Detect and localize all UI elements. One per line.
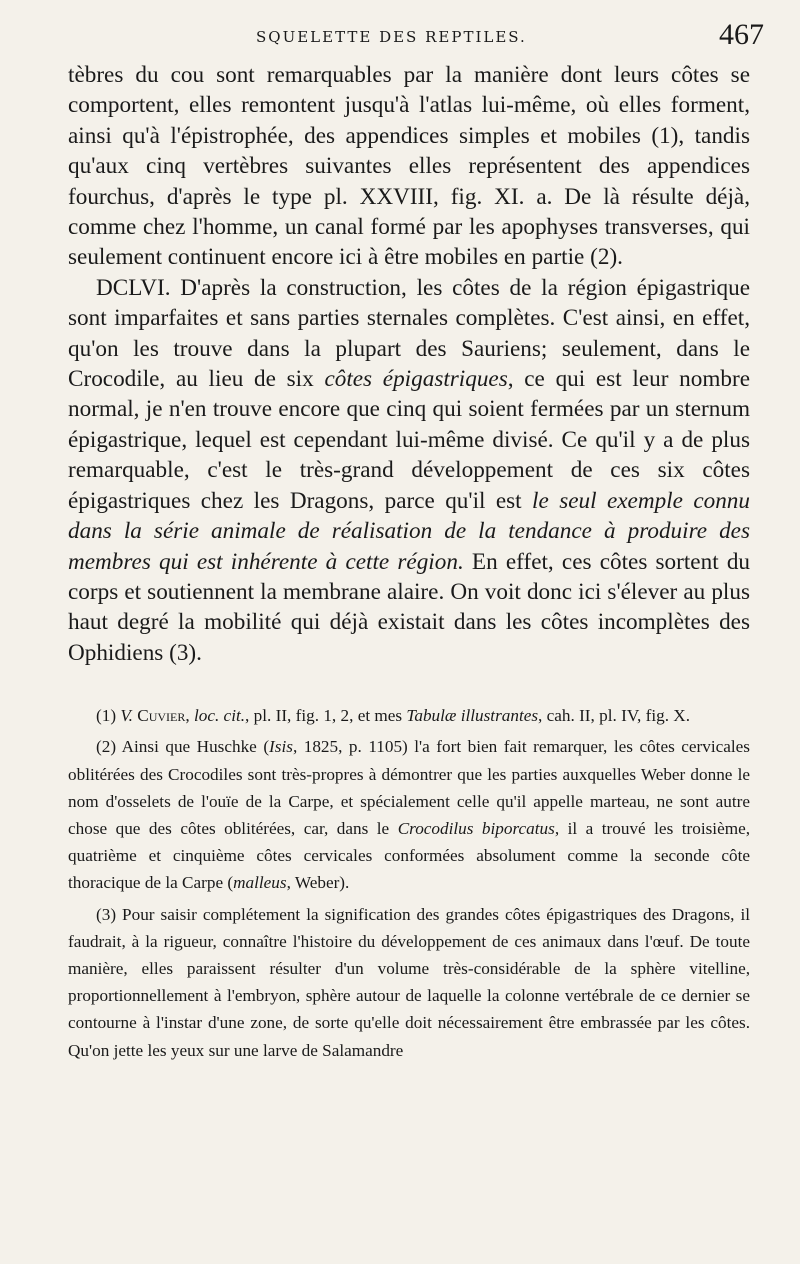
page-number: 467	[719, 18, 764, 51]
footnote-1	[68, 702, 750, 729]
footnote-2	[68, 733, 750, 896]
paragraph-1: tèbres du cou sont remarquables par la manière dont leurs côtes se comportent, elles remontent jusqu'à l'atlas lui-même, où elles forment, ainsi qu'à l'épistrophée, des appendices simples et mobiles (1), tandis qu'aux cinq vertèbres suivantes elles représentent des appendices fourchus, d'après le type pl. XXVIII, fig. XI. a. De là résulte déjà, comme chez l'homme, un canal formé par les apophyses transverses, qui seulement continuent encore ici à être mobiles en partie (2).	[68, 62, 750, 271]
running-head: SQUELETTE DES REPTILES.	[256, 28, 527, 46]
paragraph-dclvi	[68, 273, 750, 668]
text-run: , pl. II, fig. 1, 2, et mes	[245, 706, 407, 726]
text-run: , cah. II, pl. IV, fig. X.	[538, 706, 690, 726]
italic-run: Isis	[269, 737, 293, 757]
author-name: Cuvier	[132, 706, 186, 726]
main-text	[68, 60, 750, 668]
footnote-3: (3) Pour saisir complétement la signification des grandes côtes épigastriques des Dragons, il faudrait, à la rigueur, connaître l'histoire du développement de ces animaux dans l'œuf. De toute manière, elles paraissent résulter d'un volume très-considérable de la sphère vitelline, proportionnellement à l'embryon, sphère autour de laquelle la colonne vertébrale de ce dernier se contourne à l'instar d'une zone, de sorte qu'elle doit nécessairement être embrassée par les côtes. Qu'on jette les yeux sur une larve de Salamandre	[68, 904, 750, 1060]
footnotes	[68, 702, 750, 1064]
text-run: , 1825, p. 1105) l'a fort bien fait remarquer, les côtes cervicales oblitérées des Crocodiles sont très-propres à démontrer que les parties auxquelles Weber donne le nom d'osselets de l'ouïe de la Carpe, et spécialement celle qu'il appelle marteau, ne sont autre chose que des côtes oblitérées, car, dans le	[68, 737, 750, 838]
text-run: ,	[185, 706, 194, 726]
text-run: (1)	[96, 706, 121, 726]
italic-run: Tabulæ illustrantes	[406, 706, 539, 726]
text-run: DCLVI. D'après la construction, les côtes de la région épigastrique sont imparfaites et sans parties sternales complètes. C'est ainsi, en effet, qu'on les trouve dans la plupart des Sauriens; seulement, dans le Crocodile, au lieu de six	[68, 274, 750, 393]
text-run: (2) Ainsi que Huschke (	[96, 737, 270, 757]
page-header	[68, 0, 764, 60]
text-run: En effet, ces côtes sortent du corps et soutiennent la membrane alaire. On voit donc ici s'élever au plus haut degré la mobilité qui déjà existait dans les côtes incomplètes des Ophidiens (3).	[68, 548, 751, 666]
italic-run: le seul exemple connu dans la série animale de réalisation de la tendance à produire des membres qui est inhérente à cette région.	[68, 487, 750, 575]
italic-run: V.	[120, 706, 133, 726]
italic-run: côtes épigastriques	[324, 366, 508, 393]
italic-run: loc. cit.	[193, 706, 246, 726]
text-run: , il a trouvé les troisième, quatrième et cinquième côtes cervicales conformées absolument comme la seconde côte thoracique de la Carpe (	[68, 818, 750, 893]
italic-run: Crocodilus biporcatus	[397, 818, 555, 838]
text-run: , Weber).	[286, 873, 350, 893]
italic-run: malleus	[233, 873, 287, 893]
text-run: , ce qui est leur nombre normal, je n'en trouve encore que cinq qui soient fermées par un sternum épigastrique, lequel est cependant lui-même divisé. Ce qu'il y a de plus remarquable, c'est le très-grand développement de ces six côtes épigastriques chez les Dragons, parce qu'il est	[68, 366, 750, 514]
